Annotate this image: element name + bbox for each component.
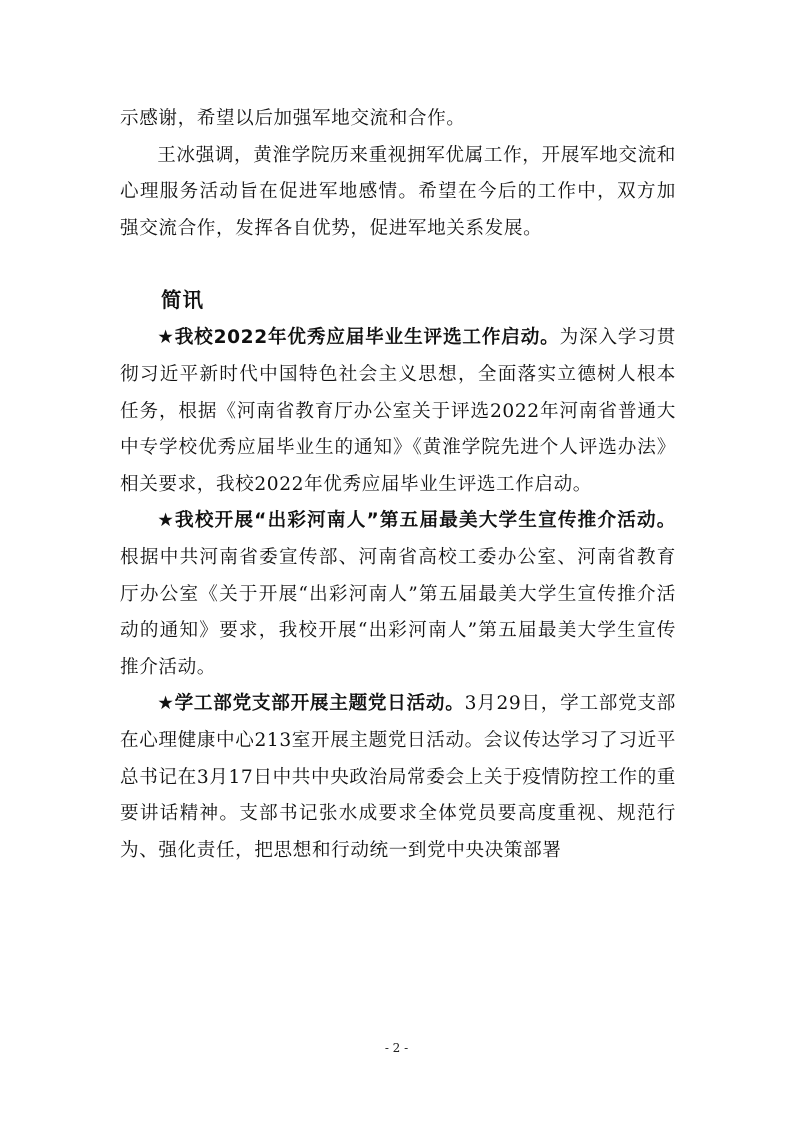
- brief-body-3: 3月29日，学工部党支部在心理健康中心213室开展主题党日活动。会议传达学习了习近平总书记在3月17日中共中央政治局常委会上关于疫情防控工作的重要讲话精神。支部书记张水成要求全体党员要高度重视、规范行为、强化责任，把思想和行动统一到党中央决策部署: [120, 693, 676, 861]
- brief-item-3: [120, 686, 676, 869]
- brief-lead-1: ★我校2022年优秀应届毕业生评选工作启动。: [157, 327, 560, 349]
- page-content: [120, 101, 676, 869]
- brief-lead-3: ★学工部党支部开展主题党日活动。: [157, 693, 465, 715]
- brief-body-2: 根据中共河南省委宣传部、河南省高校工委办公室、河南省教育厅办公室《关于开展“出彩河南人”第五届最美大学生宣传推介活动的通知》要求，我校开展“出彩河南人”第五届最美大学生宣传推介活动。: [120, 546, 676, 678]
- brief-lead-2: ★我校开展“出彩河南人”第五届最美大学生宣传推介活动。: [157, 510, 676, 532]
- intro-paragraph-1: 示感谢，希望以后加强军地交流和合作。: [120, 108, 466, 129]
- section-title: 简讯: [161, 288, 204, 313]
- page-number: - 2 -: [384, 1041, 409, 1055]
- brief-item-1: [120, 320, 676, 503]
- section-spacer: [120, 247, 676, 280]
- intro-paragraph-2: 王冰强调，黄淮学院历来重视拥军优属工作，开展军地交流和心理服务活动旨在促进军地感情。希望在今后的工作中，双方加强交流合作，发挥各自优势，促进军地关系发展。: [120, 144, 676, 239]
- brief-body-1: 为深入学习贯彻习近平新时代中国特色社会主义思想，全面落实立德树人根本任务，根据《河南省教育厅办公室关于评选2022年河南省普通大中专学校优秀应届毕业生的通知》《黄淮学院先进个人评选办法》相关要求，我校2022年优秀应届毕业生评选工作启动。: [120, 327, 676, 495]
- brief-item-2: [120, 503, 676, 686]
